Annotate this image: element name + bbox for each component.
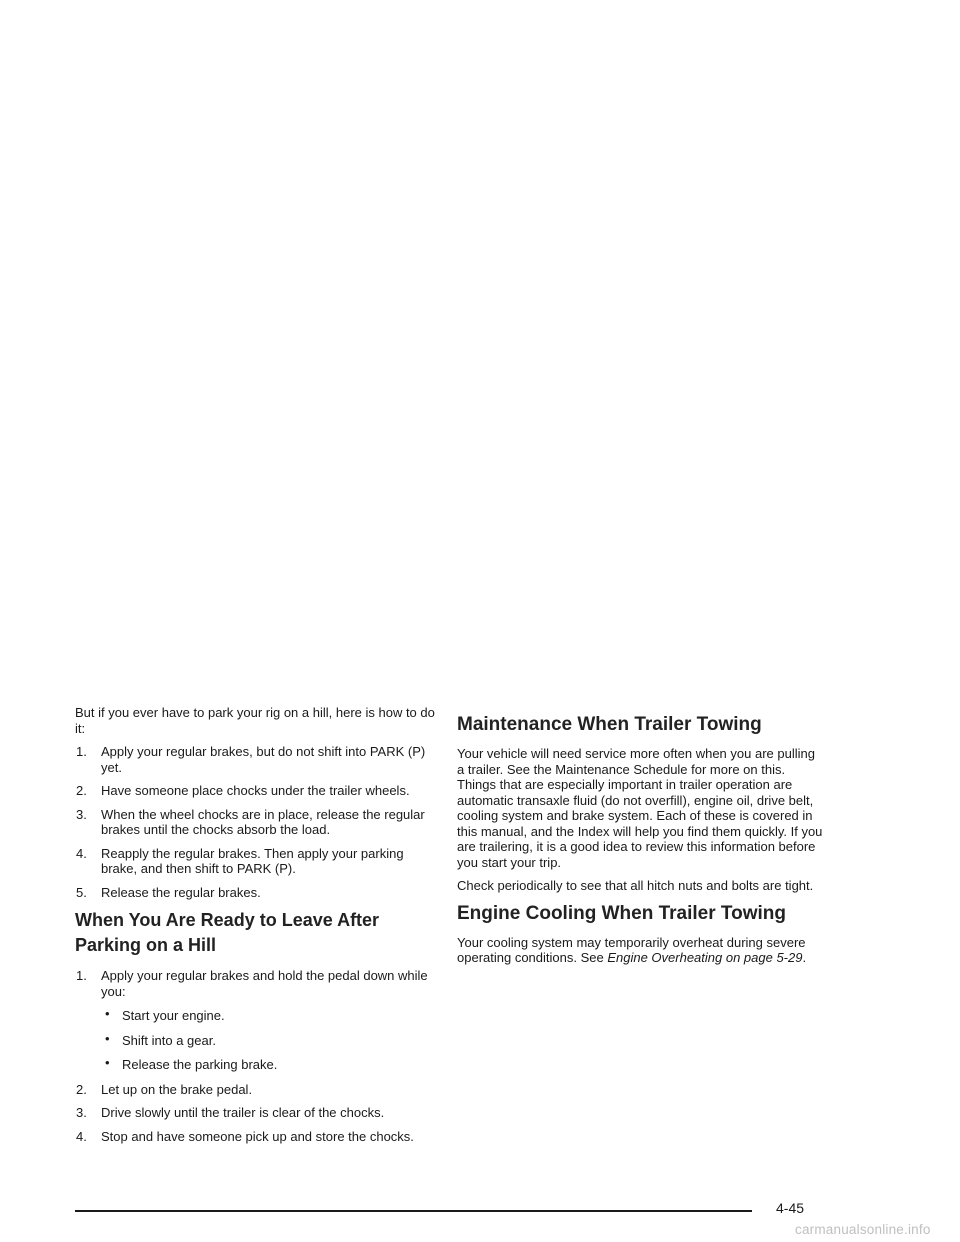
intro-paragraph: But if you ever have to park your rig on a hill, here is how to do it: (75, 705, 435, 736)
left-column (75, 705, 437, 1152)
maintenance-paragraph: Your vehicle will need service more often when you are pulling a trailer. See the Maintenance Schedule for more on this. Things that are especially important in trailer operation are automatic transaxle fluid (do not overfill), engine oil, drive belt, cooling system and brake system. Each of these is covered in this manual, and the Index will help you find them quickly. If you are trailering, it is a good idea to review this information before you start your trip. (457, 746, 823, 870)
bullet-icon: • (105, 1055, 110, 1070)
hitch-check-paragraph: Check periodically to see that all hitch nuts and bolts are tight. (457, 878, 814, 893)
list-item: 4. Reapply the regular brakes. Then apply your parking brake, and then shift to PARK (P). (76, 845, 404, 876)
right-column (457, 705, 825, 974)
bullet-icon: • (105, 1006, 110, 1021)
sub-list (101, 1008, 437, 1073)
list-item: 1. Apply your regular brakes and hold the pedal down while you: • Start your engine. • Shift into a gear. • Release the parking brake. (76, 968, 437, 1073)
cross-reference-link[interactable]: Engine Overheating on page 5-29 (607, 950, 803, 965)
sub-list-item: • Release the parking brake. (105, 1055, 278, 1072)
footer-rule (75, 1210, 752, 1212)
list-item: 2. Let up on the brake pedal. (76, 1081, 253, 1097)
sub-list-item: • Start your engine. (105, 1006, 225, 1023)
list-item: 3. Drive slowly until the trailer is clear of the chocks. (76, 1105, 385, 1120)
leave-after-parking-steps (75, 968, 437, 1144)
list-item: 1. Apply your regular brakes, but do not shift into PARK (P) yet. (76, 744, 426, 775)
section-heading-maintenance: Maintenance When Trailer Towing (457, 714, 762, 735)
sub-list-item: • Shift into a gear. (105, 1030, 216, 1048)
list-item: 3. When the wheel chocks are in place, release the regular brakes until the chocks absorb the load. (76, 806, 425, 837)
list-item: 2. Have someone place chocks under the trailer wheels. (76, 783, 410, 798)
list-item: 5. Release the regular brakes. (76, 884, 261, 900)
park-on-hill-steps (75, 744, 437, 900)
section-heading-engine-cooling: Engine Cooling When Trailer Towing (457, 902, 786, 924)
bullet-icon: • (105, 1030, 110, 1046)
list-item: 4. Stop and have someone pick up and store the chocks. (76, 1128, 414, 1144)
engine-cooling-paragraph: Your cooling system may temporarily overheat during severe operating conditions. See Engine Overheating on page 5-29. (457, 934, 807, 965)
section-heading-leave-after-parking: When You Are Ready to Leave After Parking on a Hill (75, 910, 380, 955)
page-number: 4-45 (776, 1200, 805, 1216)
watermark: carmanualsonline.info (795, 1222, 931, 1237)
